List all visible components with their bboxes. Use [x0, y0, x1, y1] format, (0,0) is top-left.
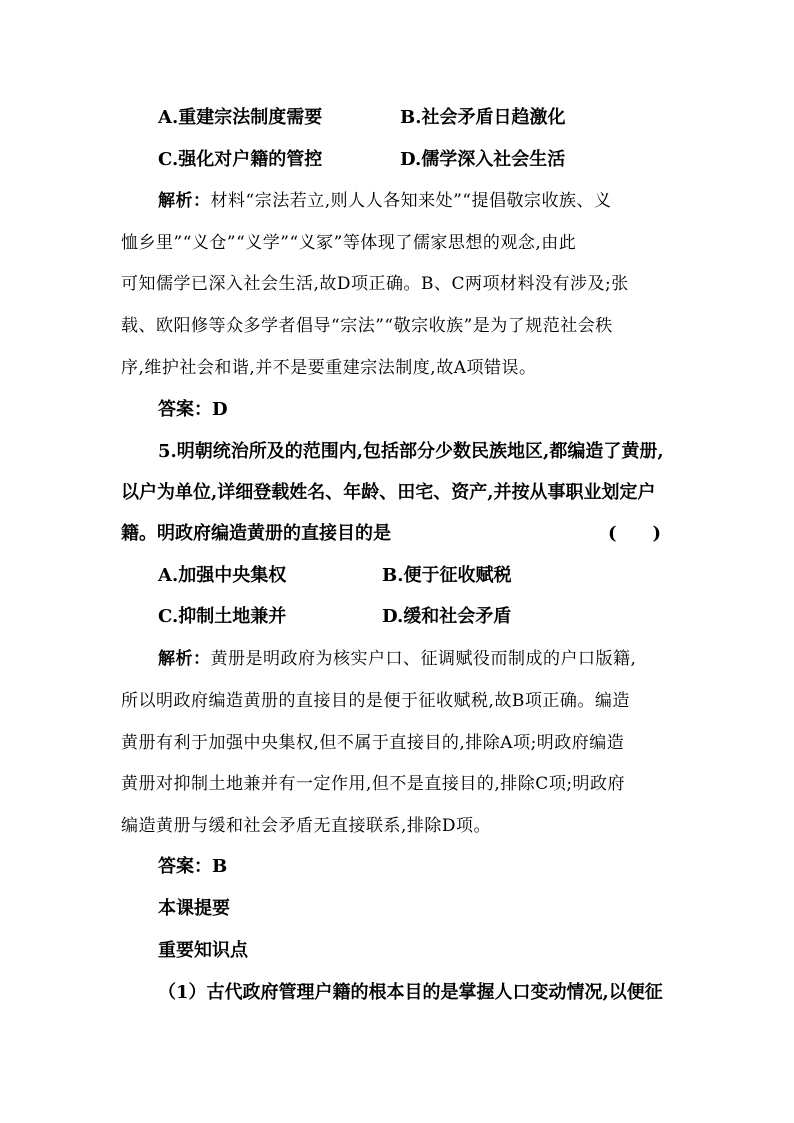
summary-subtitle: 重要知识点	[158, 940, 248, 961]
q4-analysis-line-1	[158, 189, 611, 213]
q4-analysis-text: 材料“宗法若立,则人人各知来处”“提倡敬宗收族、义	[210, 191, 612, 211]
q5-analysis-line-1	[158, 647, 636, 671]
q5-option-b: B.便于征收赋税	[382, 565, 512, 586]
q5-stem-line-1: 5.明朝统治所及的范围内,包括部分少数民族地区,都编造了黄册,	[158, 441, 664, 462]
q4-analysis-line-4: 载、欧阳修等众多学者倡导“宗法”“敬宗收族”是为了规范社会秩	[121, 316, 613, 336]
q4-analysis-label: 解析：	[158, 191, 211, 211]
q5-analysis-line-2: 所以明政府编造黄册的直接目的是便于征收赋税,故B项正确。编造	[121, 691, 630, 711]
q5-analysis-line-5: 编造黄册与缓和社会矛盾无直接联系,排除D项。	[121, 816, 492, 836]
q4-option-a: A.重建宗法制度需要	[158, 107, 323, 128]
q5-option-d: D.缓和社会矛盾	[382, 606, 512, 627]
q5-stem-line-2: 以户为单位,详细登载姓名、年龄、田宅、资产,并按从事职业划定户	[121, 482, 656, 503]
q4-analysis-line-5: 序,维护社会和谐,并不是要重建宗法制度,故A项错误。	[121, 358, 537, 378]
q5-analysis-line-4: 黄册对抑制土地兼并有一定作用,但不是直接目的,排除C项;明政府	[121, 774, 626, 794]
q5-answer: 答案：B	[158, 856, 228, 877]
q4-analysis-line-2: 恤乡里”“义仓”“义学”“义冢”等体现了儒家思想的观念,由此	[121, 233, 577, 253]
q4-option-d: D.儒学深入社会生活	[400, 149, 566, 170]
q4-option-b: B.社会矛盾日趋激化	[400, 107, 566, 128]
q5-analysis-label: 解析：	[158, 649, 211, 669]
summary-point-1: （1）古代政府管理户籍的根本目的是掌握人口变动情况,以便征	[158, 982, 663, 1003]
q5-analysis-text: 黄册是明政府为核实户口、征调赋役而制成的户口版籍,	[210, 649, 637, 669]
q5-option-c: C.抑制土地兼并	[158, 606, 287, 627]
answer-bracket: ( )	[608, 523, 662, 544]
summary-title: 本课提要	[158, 898, 230, 919]
q5-option-a: A.加强中央集权	[158, 565, 287, 586]
q4-analysis-line-3: 可知儒学已深入社会生活,故D项正确。B、C两项材料没有涉及;张	[121, 274, 629, 294]
q4-option-c: C.强化对户籍的管控	[158, 149, 323, 170]
q5-stem-line-3: 籍。明政府编造黄册的直接目的是	[121, 523, 391, 544]
q5-analysis-line-3: 黄册有利于加强中央集权,但不属于直接目的,排除A项;明政府编造	[121, 733, 625, 753]
q4-answer: 答案：D	[158, 399, 228, 420]
